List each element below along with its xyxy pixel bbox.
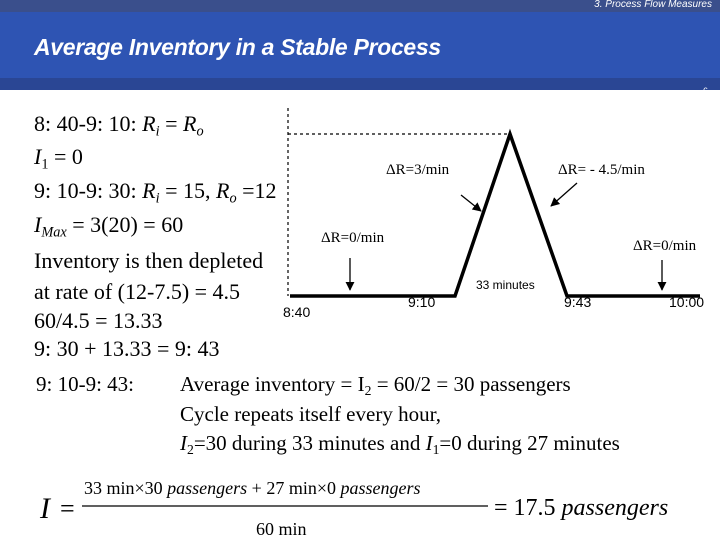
line-end-time: 9: 30 + 13.33 = 9: 43 (34, 336, 220, 361)
formula-equals: = (60, 494, 75, 523)
tick-label: 9:10 (408, 294, 436, 310)
summary-cycle-line: Cycle repeats itself every hour, (180, 402, 441, 426)
tick-label: 9:43 (564, 294, 592, 310)
formula-lhs: I (40, 492, 50, 525)
line-rate-equal: 8: 40-9: 10: $R_i = R_o$ (34, 111, 204, 140)
line-depletion-rate: at rate of (12-7.5) = 4.5 (34, 279, 241, 304)
line-inventory-zero: $I_1 = 0$ (34, 144, 83, 173)
summary-during-line: $I_2=30$ during 33 minutes and $I_1=0$ during 27 minutes (180, 431, 620, 458)
line-rates: 9: 10-9: 30: $R_i = 15$, $R_o =12$ (34, 178, 277, 207)
rate-zero-right-label: ΔR=0/min (633, 238, 697, 254)
section-label: 3. Process Flow Measures (594, 0, 712, 10)
formula-result: = 17.5 passengers (494, 495, 669, 521)
formula-numerator: 33 min×30 passengers + 27 min×0 passengers (84, 478, 421, 498)
line-depletion-time: 60/4.5 = 13.33 (34, 308, 163, 333)
rate-up-label: ΔR=3/min (386, 162, 450, 178)
time-range: 8: 40-9: 10: (34, 111, 137, 136)
line-imax: $I_{Max} = 3(20) = 60$ (34, 212, 184, 241)
rate-down-label: ΔR= - 4.5/min (558, 162, 645, 178)
tick-label: 10:00 (669, 294, 705, 310)
tick-label: 8:40 (283, 304, 311, 320)
line-depleted: Inventory is then depleted (34, 248, 264, 273)
duration-label: 33 minutes (476, 278, 535, 292)
rate-zero-left-label: ΔR=0/min (321, 230, 385, 246)
summary-average-line: Average inventory = $I_2 = 60/2 = 30$ passengers (180, 372, 571, 399)
slide-number: 6 (702, 86, 708, 96)
summary-time-label: 9: 10-9: 43: (36, 372, 134, 396)
slide-title: Average Inventory in a Stable Process (34, 34, 441, 60)
formula-denominator: 60 min (256, 519, 307, 539)
